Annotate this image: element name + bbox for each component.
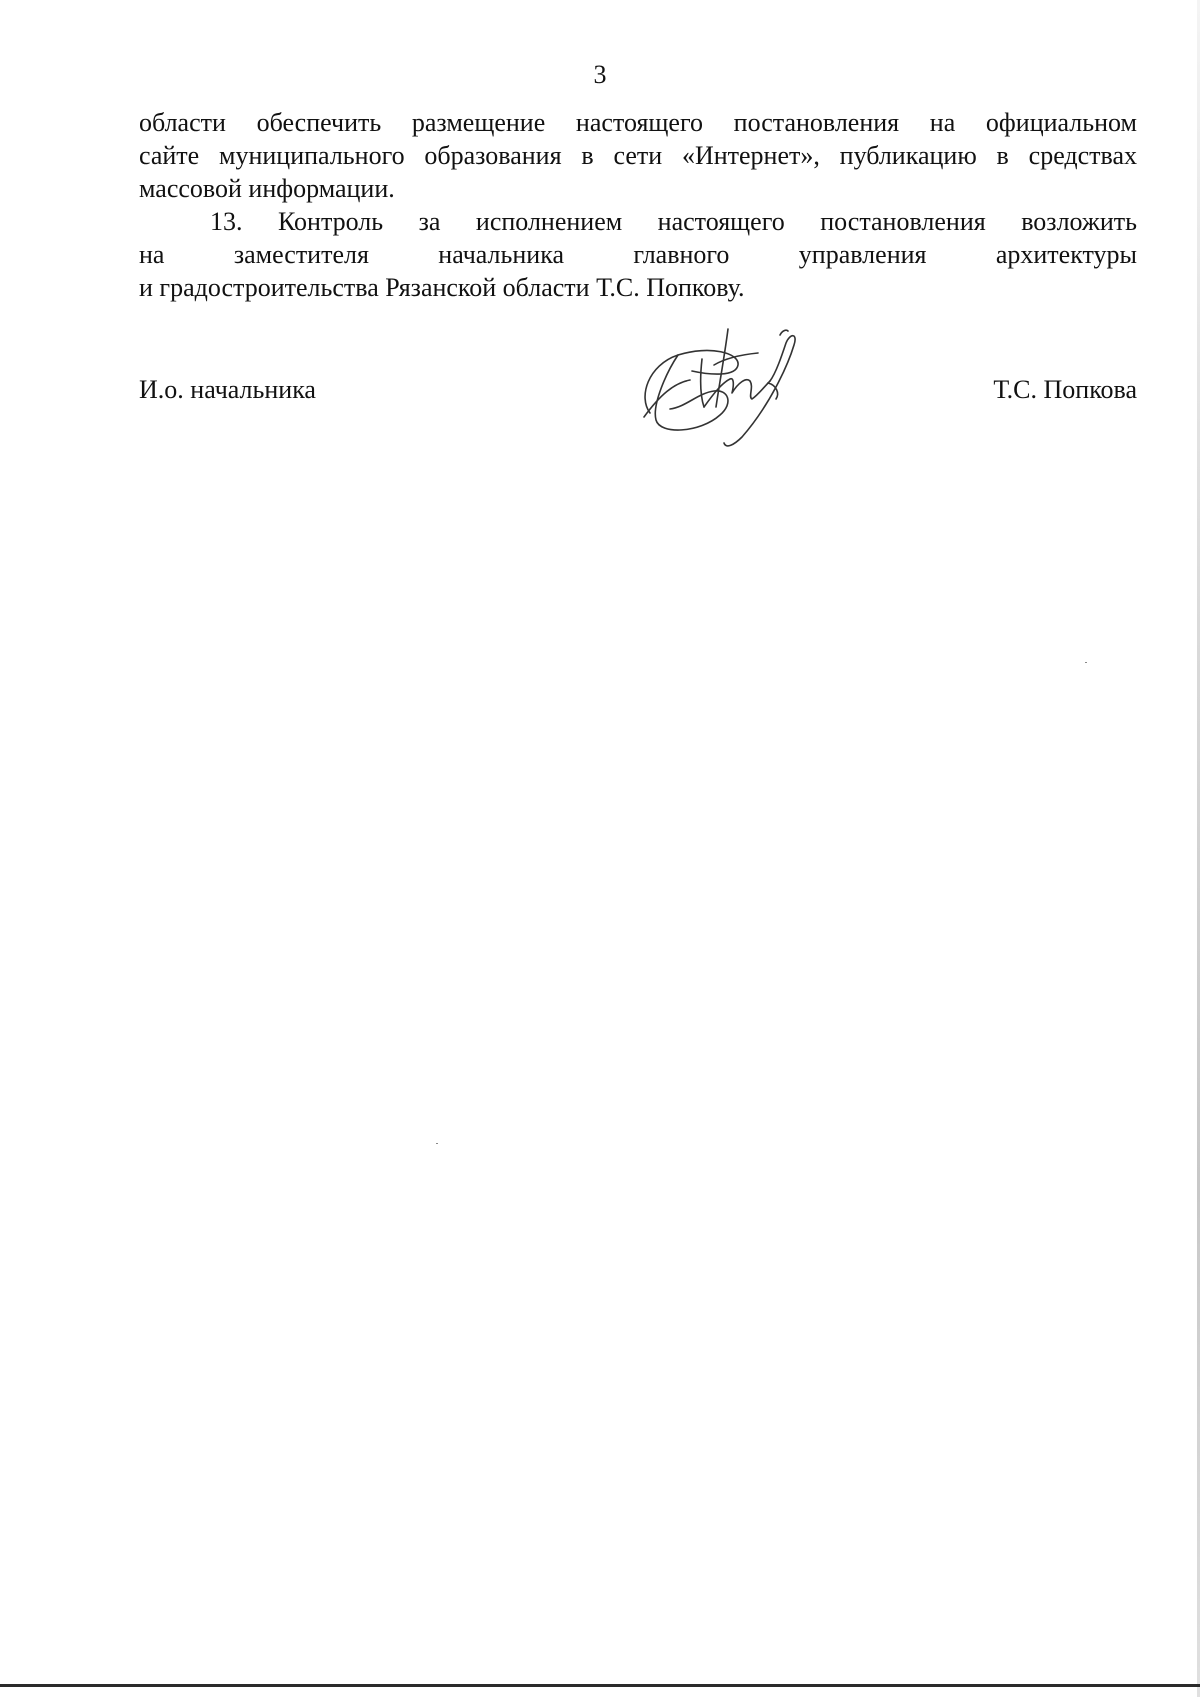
document-body [139,106,1137,304]
text-line: 13. Контроль за исполнением настоящего постановления возложить [210,207,1137,236]
page-number: 3 [593,60,607,89]
text-line: и градостроительства Рязанской области Т.С. Попкову. [139,273,745,302]
signatory-position: И.о. начальника [139,375,316,404]
text-line: массовой информации. [139,174,395,203]
signatory-name: Т.С. Попкова [993,375,1137,404]
paragraph-12-continuation [139,106,1137,205]
text-line: на заместителя начальника главного управления архитектуры [139,240,1137,269]
scan-speck [436,1143,438,1144]
text-line: области обеспечить размещение настоящего постановления на официальном [139,108,1137,137]
scan-speck [1085,662,1087,663]
scan-edge [0,1684,1200,1687]
handwritten-signature [630,325,840,455]
text-line: сайте муниципального образования в сети «Интернет», публикацию в средствах [139,141,1137,170]
paragraph-13 [139,205,1137,304]
